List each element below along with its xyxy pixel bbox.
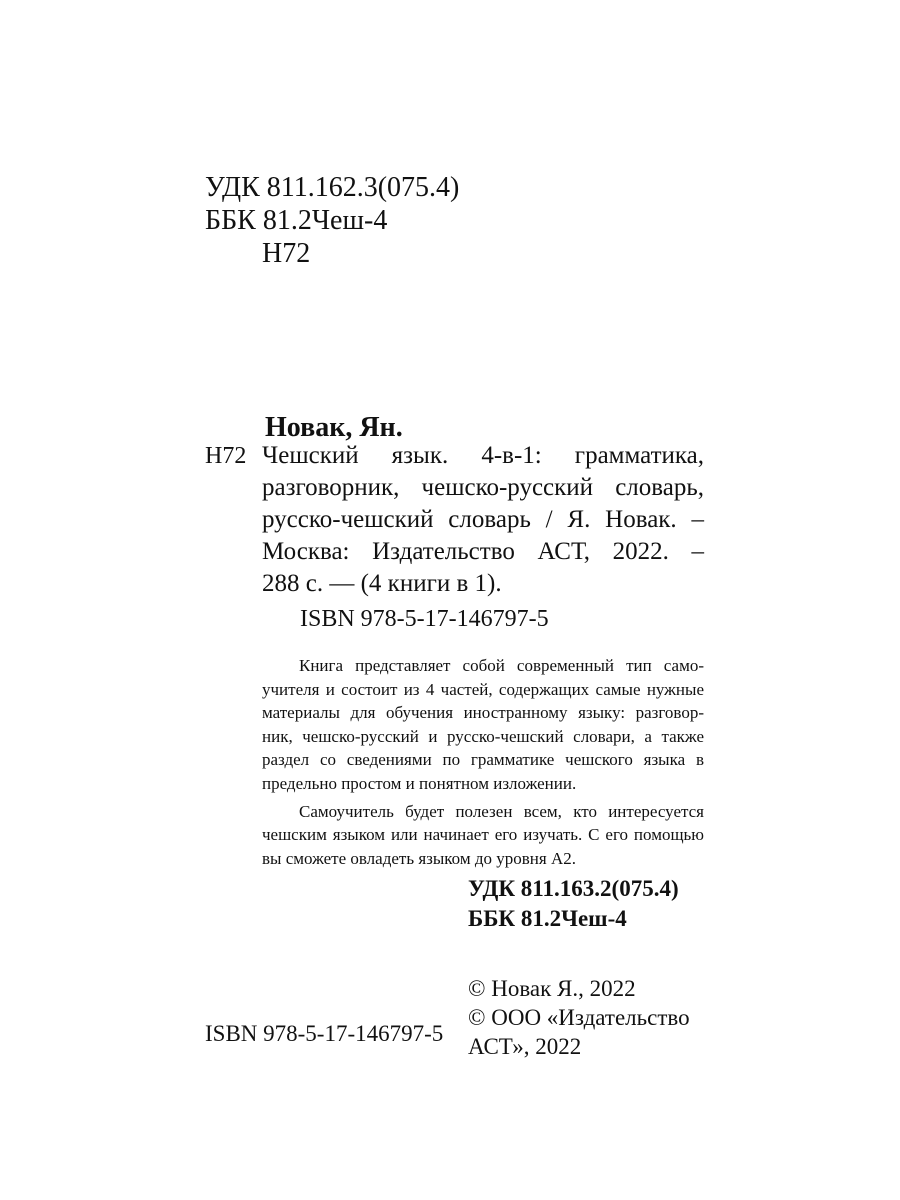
annotation-line: ник, чешско-русский и русско-чешский словари, а также xyxy=(262,726,704,746)
bottom-bbk-code: ББК 81.2Чеш-4 xyxy=(468,906,627,931)
entry-description xyxy=(262,440,704,600)
entry-author: Новак, Ян. xyxy=(265,412,403,443)
entry-line: Чешский язык. 4-в-1: грамматика, xyxy=(262,442,704,469)
top-udk-code: УДК 811.162.3(075.4) xyxy=(205,172,460,203)
annotation-line: Самоучитель будет полезен всем, кто интересуется xyxy=(299,801,704,821)
annotation-paragraph xyxy=(262,800,704,871)
entry-author-code: Н72 xyxy=(205,443,247,469)
annotation-line: предельно простом и понятном изложении. xyxy=(262,773,577,793)
annotation-paragraph xyxy=(262,654,704,796)
top-author-code: Н72 xyxy=(262,238,311,269)
annotation-line: материалы для обучения иностранному языку: разговор- xyxy=(262,703,704,723)
copyright-publisher: © ООО «Издательство xyxy=(468,1005,690,1030)
bottom-udk-code: УДК 811.163.2(075.4) xyxy=(468,876,679,901)
annotation-line: чешским языком или начинает его изучать. С его помощью xyxy=(262,825,704,845)
entry-line: разговорник, чешско-русский словарь, xyxy=(262,474,704,501)
annotation-line: раздел со сведениями по грамматике чешского языка в xyxy=(262,750,704,770)
annotation-line: Книга представляет собой современный тип само- xyxy=(299,656,704,675)
annotation-line: вы сможете овладеть языком до уровня А2. xyxy=(262,848,576,868)
top-bbk-code: ББК 81.2Чеш-4 xyxy=(205,205,388,236)
copyright-publisher-cont: АСТ», 2022 xyxy=(468,1034,582,1059)
bottom-isbn: ISBN 978-5-17-146797-5 xyxy=(205,1021,444,1046)
entry-line: русско-чешский словарь / Я. Новак. – xyxy=(262,506,704,533)
annotation-line: учителя и состоит из 4 частей, содержащих самые нужные xyxy=(262,679,704,699)
entry-line: Москва: Издательство АСТ, 2022. – xyxy=(262,538,704,565)
annotation xyxy=(262,654,704,874)
entry-line: 288 с. — (4 книги в 1). xyxy=(262,570,502,597)
entry-isbn: ISBN 978-5-17-146797-5 xyxy=(300,606,549,632)
copyright-author: © Новак Я., 2022 xyxy=(468,976,636,1001)
